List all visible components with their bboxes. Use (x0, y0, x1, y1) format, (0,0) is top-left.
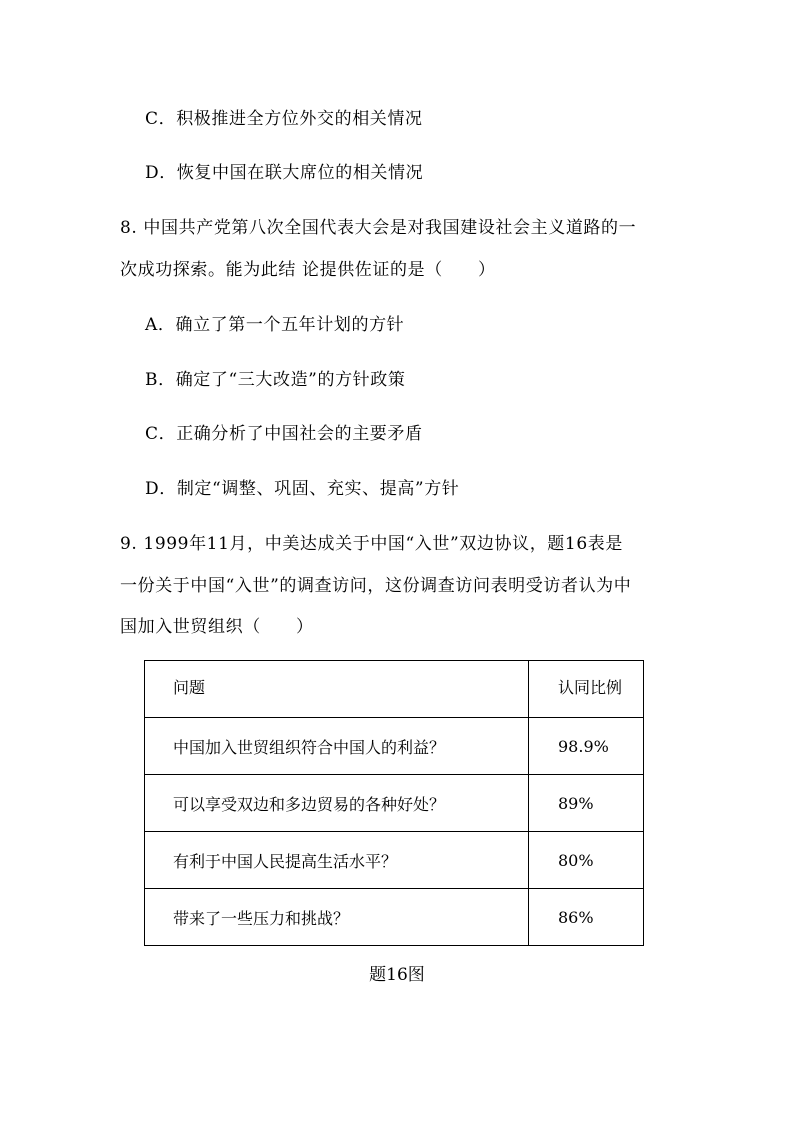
table-caption: 题16图 (369, 965, 425, 985)
table-row (145, 718, 644, 775)
table-header-row (145, 661, 644, 718)
row-ratio: 80% (529, 832, 644, 889)
q8-option-b: B．确定了“三大改造”的方针政策 (145, 370, 406, 390)
table-row (145, 889, 644, 946)
row-question: 可以享受双边和多边贸易的各种好处？ (145, 775, 529, 832)
survey-table (144, 660, 644, 946)
table-row (145, 832, 644, 889)
q8-stem-line-1: 8. 中国共产党第八次全国代表大会是对我国建设社会主义道路的一 (120, 218, 637, 238)
q8-option-c: C．正确分析了中国社会的主要矛盾 (145, 424, 423, 444)
row-ratio: 86% (529, 889, 644, 946)
q8-option-d: D．制定“调整、巩固、充实、提高”方针 (145, 479, 460, 499)
row-question: 中国加入世贸组织符合中国人的利益？ (145, 718, 529, 775)
q7-option-d: D．恢复中国在联大席位的相关情况 (145, 163, 424, 183)
q8-option-a: A．确立了第一个五年计划的方针 (145, 315, 405, 335)
row-ratio: 98.9% (529, 718, 644, 775)
header-question: 问题 (145, 661, 529, 718)
q9-stem-line-3: 国加入世贸组织（ ） (120, 617, 314, 637)
header-ratio: 认同比例 (529, 661, 644, 718)
row-ratio: 89% (529, 775, 644, 832)
q9-stem-line-2: 一份关于中国“入世”的调查访问，这份调查访问表明受访者认为中 (120, 576, 632, 596)
q7-option-c: C．积极推进全方位外交的相关情况 (145, 109, 423, 129)
row-question: 有利于中国人民提高生活水平？ (145, 832, 529, 889)
q8-stem-line-2: 次成功探索。能为此结 论提供佐证的是（ ） (120, 260, 496, 280)
table-row (145, 775, 644, 832)
q9-stem-line-1: 9. 1999年11月，中美达成关于中国“入世”双边协议，题16表是 (120, 534, 623, 554)
row-question: 带来了一些压力和挑战？ (145, 889, 529, 946)
